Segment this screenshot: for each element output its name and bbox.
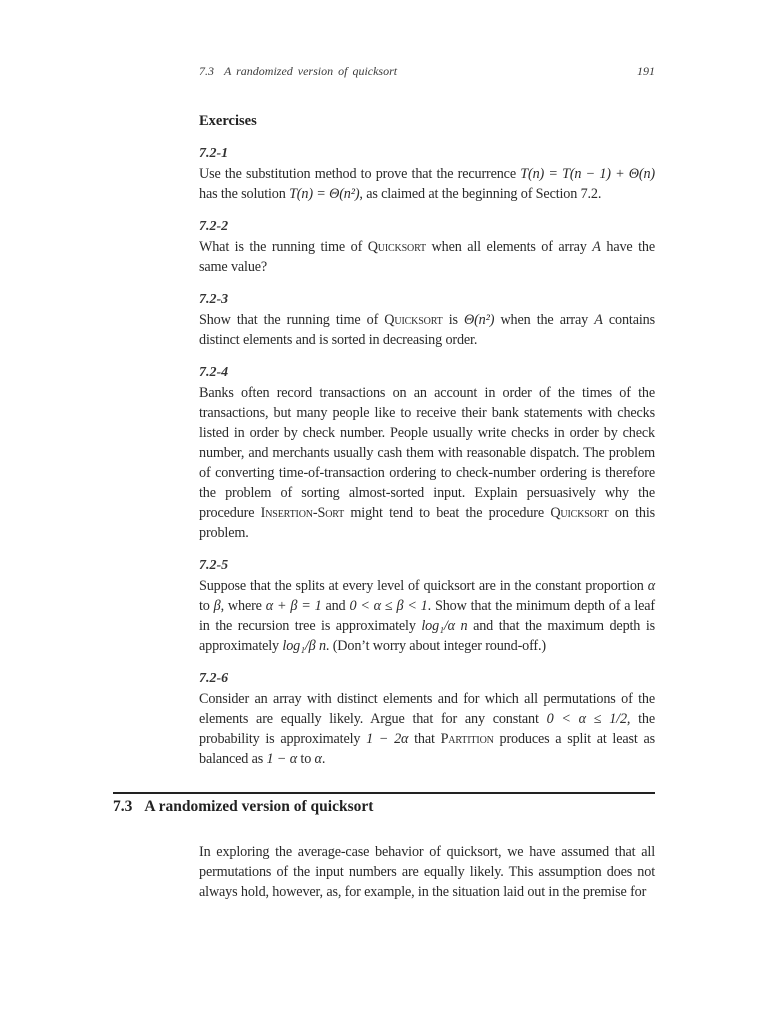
section-number: 7.3 (113, 798, 133, 815)
running-head-section-number: 7.3 (199, 64, 214, 78)
exercise-7-2-4 (199, 363, 655, 543)
exercise-7-2-3 (199, 290, 655, 350)
exercise-text: Show that the running time of Quicksort is Θ(n²) when the array A contains distinct elements and is sorted in decreasing order. (199, 312, 655, 348)
exercise-7-2-1 (199, 144, 655, 204)
running-head-section (199, 64, 397, 79)
exercise-number: 7.2-2 (199, 219, 229, 234)
section-title: A randomized version of quicksort (144, 798, 374, 815)
exercises-heading: Exercises (199, 113, 257, 129)
exercise-7-2-6 (199, 669, 655, 769)
exercise-text: Banks often record transactions on an account in order of the times of the transactions, but many people like to receive their bank statements with checks listed in order by check number. People usually write checks in order by check number, and merchants usually cash them with reasonable dispatch. The problem of converting time-of-transaction ordering to check-number ordering is therefore the problem of sorting almost-sorted input. Explain persuasively why the procedure Insertion-Sort might tend to beat the procedure Quicksort on this problem. (199, 385, 655, 541)
running-head-section-title: A randomized version of quicksort (224, 64, 398, 78)
page-number: 191 (637, 64, 655, 78)
exercise-text: What is the running time of Quicksort when all elements of array A have the same value? (199, 239, 655, 275)
exercise-7-2-5 (199, 556, 655, 656)
exercise-number: 7.2-6 (199, 671, 229, 686)
exercise-number: 7.2-4 (199, 365, 229, 380)
section-heading (113, 798, 655, 816)
section-rule (113, 792, 655, 794)
exercise-text: Use the substitution method to prove that the recurrence T(n) = T(n − 1) + Θ(n) has the solution T(n) = Θ(n²), as claimed at the beginning of Section 7.2. (199, 166, 655, 202)
running-head (199, 64, 655, 79)
exercise-number: 7.2-3 (199, 292, 229, 307)
exercise-7-2-2 (199, 217, 655, 277)
exercise-number: 7.2-1 (199, 146, 229, 161)
exercise-number: 7.2-5 (199, 558, 229, 573)
exercise-text: Suppose that the splits at every level of quicksort are in the constant proportion α to β, where α + β = 1 and 0 < α ≤ β < 1. Show that the minimum depth of a leaf in the recursion tree is approximately log₁/α n and that the maximum depth is approximately log₁/β n. (Don’t worry about integer round-off.) (199, 578, 655, 654)
exercise-text: Consider an array with distinct elements and for which all permutations of the elements are equally likely. Argue that for any constant 0 < α ≤ 1/2, the probability is approximately 1 − 2α that Partition produces a split at least as balanced as 1 − α to α. (199, 691, 655, 767)
exercises-list (199, 144, 655, 782)
section-paragraph: In exploring the average-case behavior of quicksort, we have assumed that all permutations of the input numbers are equally likely. This assumption does not always hold, however, as, for example, in the situation laid out in the premise for (199, 844, 655, 900)
